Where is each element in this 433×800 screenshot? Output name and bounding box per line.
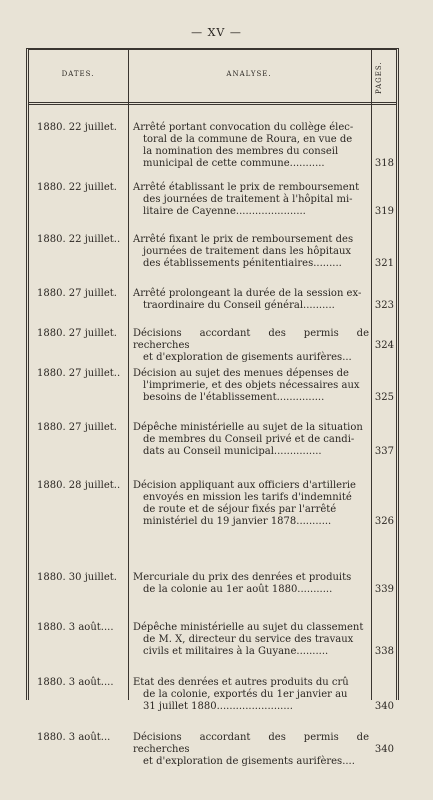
entry-analysis-line: la nomination des membres du conseil bbox=[143, 146, 339, 157]
entry-analysis bbox=[133, 234, 369, 270]
table-header bbox=[29, 50, 396, 105]
column-divider-pages bbox=[371, 50, 372, 700]
entry-analysis-line: de la colonie, exportés du 1er janvier au bbox=[143, 689, 348, 700]
entry-date: 1880. 28 juillet.. bbox=[37, 480, 121, 491]
entry-analysis-line: Décision appliquant aux officiers d'artillerie bbox=[133, 480, 356, 491]
entry-page: 340 bbox=[374, 744, 394, 755]
entry-analysis-line: et d'exploration de gisements aurifères.... bbox=[143, 756, 355, 767]
header-pages: PAGES. bbox=[375, 61, 383, 95]
entry-analysis-line: de membres du Conseil privé et de candi- bbox=[143, 434, 355, 445]
entry-analysis-line: ministériel du 19 janvier 1878........... bbox=[143, 516, 332, 527]
index-table bbox=[26, 48, 399, 767]
entry-page: 324 bbox=[374, 340, 394, 351]
entry-date: 1880. 3 août... bbox=[37, 732, 111, 743]
entry-analysis-line: Etat des denrées et autres produits du crû bbox=[133, 677, 349, 688]
entry-date: 1880. 22 juillet.. bbox=[37, 234, 121, 245]
header-analyse: ANALYSE. bbox=[226, 70, 272, 78]
entry-analysis-line: Arrêté fixant le prix de remboursement des bbox=[133, 234, 354, 245]
header-dates: DATES. bbox=[61, 70, 95, 78]
entry-analysis bbox=[133, 288, 369, 312]
entry-date: 1880. 3 août.... bbox=[37, 677, 114, 688]
entry-analysis-line: Dépêche ministérielle au sujet du classement bbox=[133, 622, 364, 633]
entry-analysis-line: de la colonie au 1er août 1880........... bbox=[143, 584, 333, 595]
entry-page: 325 bbox=[374, 392, 394, 403]
entry-page: 323 bbox=[374, 300, 394, 311]
entry-analysis-line: Arrêté portant convocation du collège élec- bbox=[133, 122, 354, 133]
entry-analysis bbox=[133, 572, 369, 596]
entry-analysis-line: de M. X, directeur du service des travaux bbox=[143, 634, 354, 645]
page-number: — XV — bbox=[191, 26, 242, 39]
entry-analysis bbox=[133, 122, 369, 170]
entry-date: 1880. 22 juillet. bbox=[37, 182, 117, 193]
entry-analysis-line: des établissements pénitentiaires......... bbox=[143, 258, 342, 269]
entry-analysis-line: Dépêche ministérielle au sujet de la situation bbox=[133, 422, 363, 433]
entry-page: 338 bbox=[374, 646, 394, 657]
entry-analysis-line: journées de traitement dans les hôpitaux bbox=[143, 246, 352, 257]
entry-analysis-line: et d'exploration de gisements aurifères... bbox=[143, 352, 352, 363]
entry-analysis-line: civils et militaires à la Guyane.......... bbox=[143, 646, 329, 657]
entry-analysis-line: Arrêté prolongeant la durée de la session ex- bbox=[133, 288, 362, 299]
entry-page: 337 bbox=[374, 446, 394, 457]
entry-analysis-line: traordinaire du Conseil général.......... bbox=[143, 300, 335, 311]
entry-analysis-line: municipal de cette commune........... bbox=[143, 158, 325, 169]
entry-page: 326 bbox=[374, 516, 394, 527]
entry-analysis-line: toral de la commune de Roura, en vue de bbox=[143, 134, 353, 145]
entry-analysis-line: Décisions accordant des permis de recherches bbox=[133, 732, 369, 755]
entry-analysis bbox=[133, 182, 369, 218]
entry-analysis-line: Arrêté établissant le prix de remboursement bbox=[133, 182, 360, 193]
entry-page: 340 bbox=[374, 701, 394, 712]
entry-analysis-line: des journées de traitement à l'hôpital mi- bbox=[143, 194, 353, 205]
entry-date: 1880. 22 juillet. bbox=[37, 122, 117, 133]
entry-analysis bbox=[133, 368, 369, 404]
entry-date: 1880. 30 juillet. bbox=[37, 572, 117, 583]
entry-analysis bbox=[133, 422, 369, 458]
entry-analysis-line: dats au Conseil municipal............... bbox=[143, 446, 322, 457]
entry-date: 1880. 27 juillet. bbox=[37, 328, 117, 339]
entry-analysis-line: Mercuriale du prix des denrées et produits bbox=[133, 572, 352, 583]
entry-analysis bbox=[133, 677, 369, 713]
entry-analysis-line: besoins de l'établissement............... bbox=[143, 392, 325, 403]
entry-page: 321 bbox=[374, 258, 394, 269]
entry-date: 1880. 3 août.... bbox=[37, 622, 114, 633]
entry-analysis bbox=[133, 622, 369, 658]
entry-page: 319 bbox=[374, 206, 394, 217]
entry-analysis bbox=[133, 732, 369, 768]
entry-analysis-line: Décision au sujet des menues dépenses de bbox=[133, 368, 349, 379]
entry-date: 1880. 27 juillet.. bbox=[37, 368, 121, 379]
entry-analysis-line: de route et de séjour fixés par l'arrêté bbox=[143, 504, 337, 515]
entry-date: 1880. 27 juillet. bbox=[37, 422, 117, 433]
entry-analysis bbox=[133, 480, 369, 528]
entry-page: 318 bbox=[374, 158, 394, 169]
entry-page: 339 bbox=[374, 584, 394, 595]
entry-analysis-line: litaire de Cayenne...................... bbox=[143, 206, 306, 217]
entry-analysis bbox=[133, 328, 369, 364]
entry-analysis-line: envoyés en mission les tarifs d'indemnité bbox=[143, 492, 352, 503]
entry-analysis-line: l'imprimerie, et des objets nécessaires aux bbox=[143, 380, 360, 391]
entry-analysis-line: 31 juillet 1880........................ bbox=[143, 701, 293, 712]
entry-date: 1880. 27 juillet. bbox=[37, 288, 117, 299]
entry-analysis-line: Décisions accordant des permis de recherches bbox=[133, 328, 369, 351]
